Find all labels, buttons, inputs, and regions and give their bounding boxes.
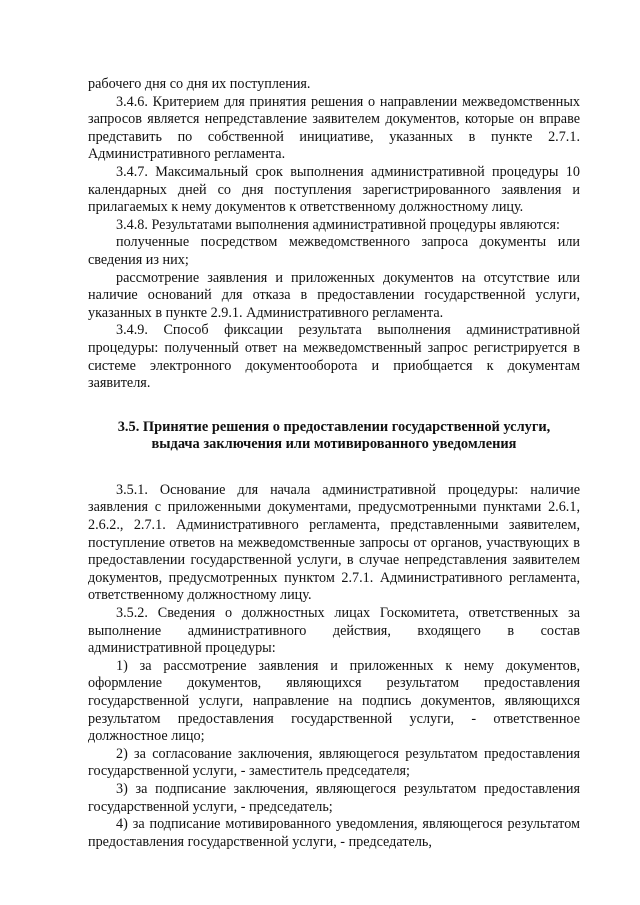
list-item-1: 1) за рассмотрение заявления и приложенных к нему документов, оформление документов, являющихся результатом предоставления государственной услуги, направление на подпись документов, являющихся результатом предоставления государственной услуги, - ответственное должностное лицо; — [88, 657, 580, 745]
paragraph-3-5-1: 3.5.1. Основание для начала административной процедуры: наличие заявления с приложенными документами, предусмотренными пунктами 2.6.1, 2.6.2., 2.7.1. Административного регламента, представленными заявителем, поступление ответов на межведомственные запросы от органов, участвующих в предоставлении государственной услуги, в случае непредставления заявителем документов, предусмотренных пунктом 2.7.1. Административного регламента, ответственному должностному лицу. — [88, 481, 580, 604]
list-item-4: 4) за подписание мотивированного уведомления, являющегося результатом предоставления государственной услуги, - председатель, — [88, 816, 580, 850]
section-heading-line-1: 3.5. Принятие решения о предоставлении государственной услуги, — [117, 418, 551, 435]
paragraph-3-4-8: 3.4.8. Результатами выполнения административной процедуры являются: — [116, 216, 560, 233]
section-heading-3-5 — [88, 419, 580, 454]
paragraph-3-4-6: 3.4.6. Критерием для принятия решения о направлении межведомственных запросов является непредставление заявителем документов, которые он вправе представить по собственной инициативе, указанных в пункте 2.7.1. Административного регламента. — [88, 93, 580, 163]
paragraph-result-item-2: рассмотрение заявления и приложенных документов на отсутствие или наличие оснований для отказа в предоставлении государственной услуги, указанных в пункте 2.9.1. Административного регламента. — [88, 269, 580, 321]
paragraph-3-4-7: 3.4.7. Максимальный срок выполнения административной процедуры 10 календарных дней со дня поступления зарегистрированного заявления и прилагаемых к нему документов к ответственному должностному лицу. — [88, 163, 580, 216]
paragraph-result-item-1: полученные посредством межведомственного запроса документы или сведения из них; — [88, 234, 580, 268]
list-item-2: 2) за согласование заключения, являющегося результатом предоставления государственной услуги, - заместитель председателя; — [88, 745, 580, 780]
paragraph-continuation: рабочего дня со дня их поступления. — [88, 76, 311, 92]
paragraph-3-5-2: 3.5.2. Сведения о должностных лицах Госкомитета, ответственных за выполнение административного действия, входящего в состав административной процедуры: — [88, 605, 580, 657]
paragraph-3-4-9: 3.4.9. Способ фиксации результата выполнения административной процедуры: полученный ответ на межведомственный запрос регистрируется в системе электронного документооборота и приобщается к документам заявителя. — [88, 322, 580, 392]
section-heading-line-2: выдача заключения или мотивированного уведомления — [151, 436, 517, 453]
document-page — [88, 76, 580, 851]
list-item-3: 3) за подписание заключения, являющегося результатом предоставления государственной услуги, - председатель; — [88, 780, 580, 815]
